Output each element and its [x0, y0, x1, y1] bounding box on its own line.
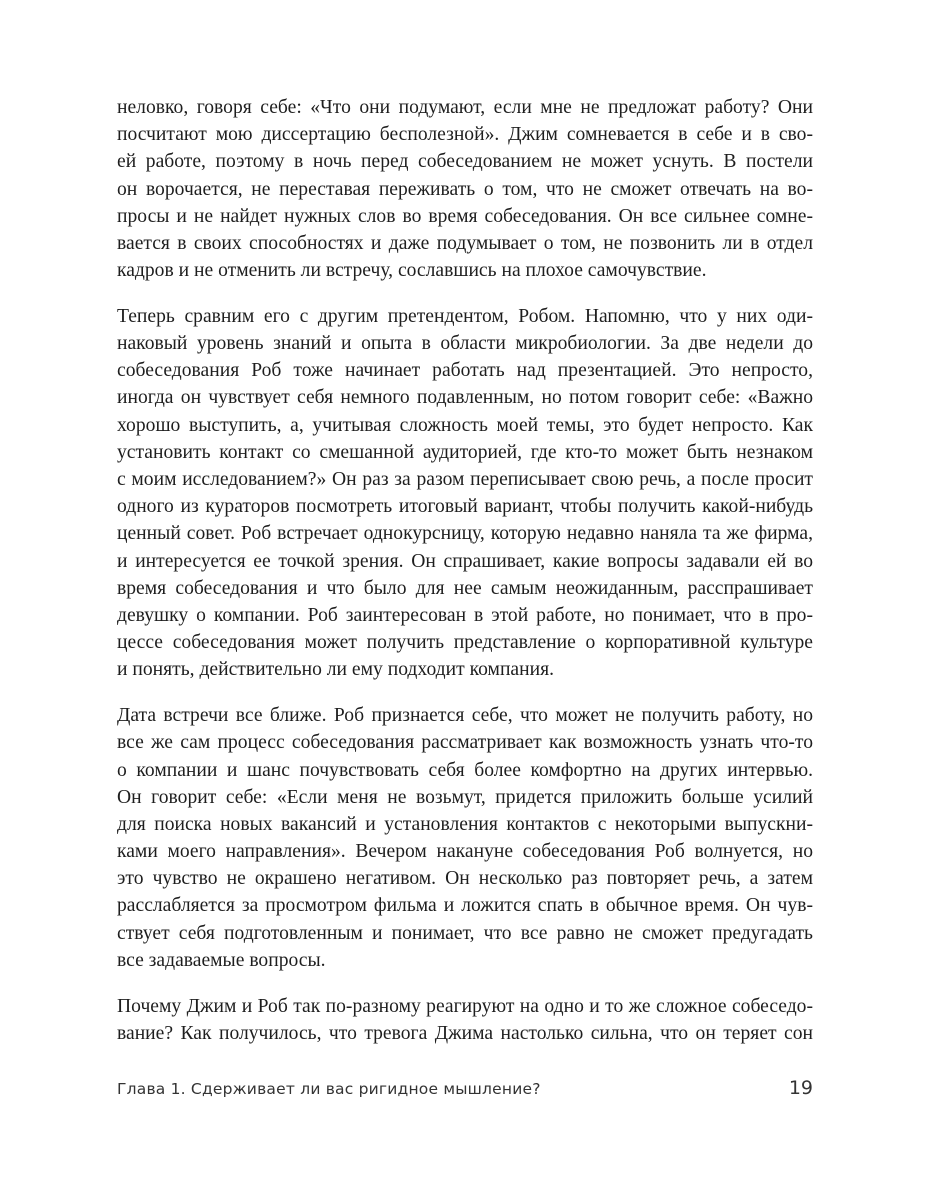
page-number: 19: [788, 1077, 813, 1099]
text-line: наковый уровень знаний и опыта в области микробиологии. За две недели до: [117, 333, 813, 355]
text-line: и интересуется ее точкой зрения. Он спрашивает, какие вопросы задавали ей во: [117, 550, 813, 572]
text-line: одного из кураторов посмотреть итоговый вариант, чтобы получить какой-нибудь: [117, 496, 813, 518]
text-line: цессе собеседования может получить представление о корпоративной культуре: [117, 632, 813, 654]
text-line: установить контакт со смешанной аудиторией, где кто-то может быть незнаком: [117, 441, 813, 463]
text-line: собеседования Роб тоже начинает работать над презентацией. Это непросто,: [117, 360, 813, 382]
text-line: посчитают мою диссертацию бесполезной». Джим сомневается в себе и в сво-: [117, 124, 813, 146]
paragraph: [117, 303, 813, 684]
page-footer: [117, 1074, 813, 1104]
text-line: о компании и шанс почувствовать себя более комфортно на других интервью.: [117, 759, 813, 781]
text-line: и понять, действительно ли ему подходит компания.: [117, 659, 555, 681]
text-line: с моим исследованием?» Он раз за разом переписывает свою речь, а после просит: [117, 469, 813, 491]
text-line: хорошо выступить, а, учитывая сложность моей темы, это будет непросто. Как: [117, 414, 813, 436]
paragraph: [117, 94, 813, 284]
text-line: для поиска новых вакансий и установления контактов с некоторыми выпускни-: [117, 813, 813, 835]
text-line: ствует себя подготовленным и понимает, что все равно не сможет предугадать: [117, 922, 813, 944]
text-line: расслабляется за просмотром фильма и ложится спать в обычное время. Он чув-: [117, 895, 813, 917]
text-line: вается в своих способностях и даже подумывает о том, не позвонить ли в отдел: [117, 232, 813, 254]
text-line: ками моего направления». Вечером накануне собеседования Роб волнуется, но: [117, 841, 813, 863]
text-line: вание? Как получилось, что тревога Джима настолько сильна, что он теряет сон: [117, 1022, 813, 1044]
body-text: [117, 94, 813, 1066]
text-line: он ворочается, не переставая переживать о том, что не сможет отвечать на во-: [117, 178, 813, 200]
text-line: ей работе, поэтому в ночь перед собеседованием не может уснуть. В постели: [117, 151, 813, 173]
paragraph: [117, 702, 813, 974]
text-line: просы и не найдет нужных слов во время собеседования. Он все сильнее сомне-: [117, 205, 813, 227]
text-line: Он говорит себе: «Если меня не возьмут, придется приложить больше усилий: [117, 786, 813, 808]
text-line: все задаваемые вопросы.: [117, 949, 326, 971]
text-line: Теперь сравним его с другим претендентом, Робом. Напомню, что у них оди-: [117, 305, 813, 327]
paragraph: [117, 993, 813, 1047]
text-line: ценный совет. Роб встречает однокурсницу, которую недавно наняла та же фирма,: [117, 523, 813, 545]
text-line: неловко, говоря себе: «Что они подумают, если мне не предложат работу? Они: [117, 97, 813, 118]
text-line: время собеседования и что было для нее самым неожиданным, расспрашивает: [117, 577, 813, 599]
text-line: девушку о компании. Роб заинтересован в этой работе, но понимает, что в про-: [117, 604, 813, 626]
text-line: иногда он чувствует себя немного подавленным, но потом говорит себе: «Важно: [117, 387, 813, 409]
text-line: кадров и не отменить ли встречу, сославшись на плохое самочувствие.: [117, 260, 707, 282]
text-line: Почему Джим и Роб так по-разному реагируют на одно и то же сложное собеседо-: [117, 995, 813, 1017]
text-line: Дата встречи все ближе. Роб признается себе, что может не получить работу, но: [117, 705, 813, 727]
running-footer-chapter-title: Глава 1. Сдерживает ли вас ригидное мышление?: [117, 1080, 541, 1098]
text-line: это чувство не окрашено негативом. Он несколько раз повторяет речь, а затем: [117, 868, 813, 890]
text-line: все же сам процесс собеседования рассматривает как возможность узнать что-то: [117, 732, 813, 754]
